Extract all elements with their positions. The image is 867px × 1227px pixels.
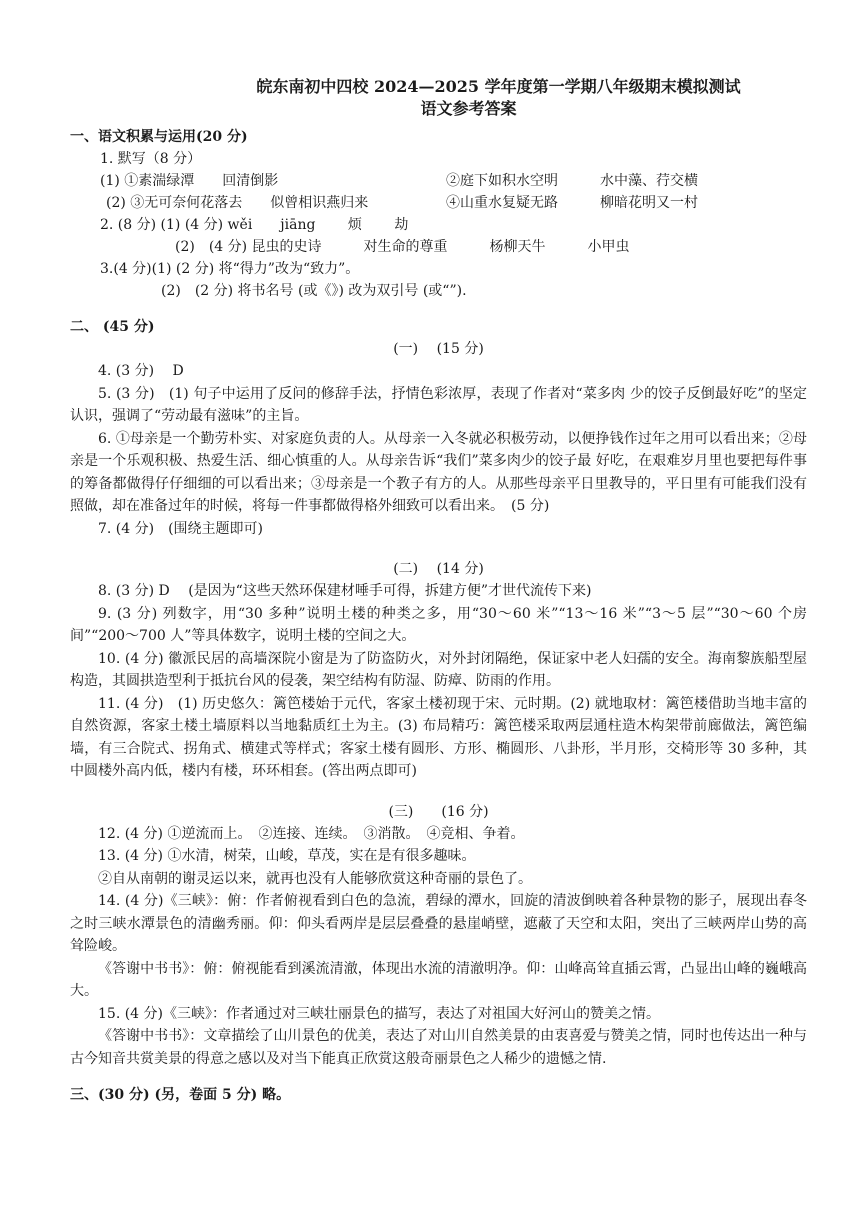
q4-answer: 4. (3 分) D xyxy=(98,363,184,379)
q7-answer: 7. (4 分) (围绕主题即可) xyxy=(98,520,264,537)
q14-answer-1: 14. (4 分)《三峡》：俯：作者俯视看到白色的急流，碧绿的潭水，回旋的清波倒映着各种景物的影子，展现出春冬之时三峡水潭景色的清幽秀丽。仰：仰头看两岸是层层叠叠的悬崖峭壁，遮蔽了天空和太阳，突出了三峡两岸山势的高耸险峻。 xyxy=(70,893,807,954)
q2-answer-2: (2) (4 分) 昆虫的史诗 对生命的尊重 杨柳天牛 小甲虫 xyxy=(175,239,630,255)
q1-answer-1: (1) ①素湍绿潭 回清倒影 xyxy=(100,173,279,189)
q9-answer: 9. (3 分) 列数字，用“30 多种”说明土楼的种类之多，用“30～60 米”“13～16 米”“3～5 层”“30～60 个房间”“200～700 人”等具体数字，说明土楼的空间之大。 xyxy=(70,605,807,644)
doc-title: 皖东南初中四校 2024—2025 学年度第一学期八年级期末模拟测试 xyxy=(256,77,741,96)
section-1-heading: 一、语文积累与运用(20 分) xyxy=(70,129,248,145)
doc-subtitle: 语文参考答案 xyxy=(420,99,517,118)
q1-label: 1. 默写（8 分） xyxy=(100,151,202,167)
q1-row-2 xyxy=(70,192,807,214)
q3-answer-2: (2) (2 分) 将书名号 (或《》) 改为双引号 (或“”). xyxy=(161,283,467,299)
q3-answer-1: 3.(4 分)(1) (2 分) 将“得力”改为“致力”。 xyxy=(100,261,360,277)
part-1-label: (一) (15 分) xyxy=(393,341,484,357)
q8-answer: 8. (3 分) D (是因为“这些天然环保建材唾手可得，拆建方便”才世代流传下来) xyxy=(98,583,592,599)
q15-answer-1: 15. (4 分)《三峡》：作者通过对三峡壮丽景色的描写，表达了对祖国大好河山的赞美之情。 xyxy=(98,1005,660,1022)
section-3-heading: 三、(30 分) (另，卷面 5 分) 略。 xyxy=(70,1087,291,1103)
q10-answer: 10. (4 分) 徽派民居的高墙深院小窗是为了防盗防火，对外封闭隔绝，保证家中老人妇孺的安全。海南黎族船型屋构造，其圆拱造型利于抵抗台风的侵袭，架空结构有防湿、防瘴、防雨的作用。 xyxy=(70,650,807,689)
q6-answer: 6. ①母亲是一个勤劳朴实、对家庭负责的人。从母亲一入冬就必积极劳动，以便挣钱作过年之用可以看出来；②母亲是一个乐观积极、热爱生活、细心慎重的人。从母亲告诉“我们”菜多肉少的饺子最 好吃，在艰难岁月里也要把每件事的筹备都做得仔仔细细的可以看出来；③母亲是一个教子有方的人。从那些母亲平日里教导的，平日里有可能我们没有照做，却在准备过年的时候，将每一件事都做得格外细致可以看出来。 (5 分) xyxy=(70,430,807,514)
q5-answer: 5. (3 分) (1) 句子中运用了反问的修辞手法，抒情色彩浓厚，表现了作者对“菜多肉 少的饺子反倒最好吃”的坚定认识，强调了“劳动最有滋味”的主旨。 xyxy=(70,385,807,424)
q1-answer-2: ②庭下如积水空明 水中藻、荇交横 xyxy=(446,173,698,189)
q14-answer-2: 《答谢中书书》：俯：俯视能看到溪流清澈，体现出水流的清澈明净。仰：山峰高耸直插云霄，凸显出山峰的巍峨高大。 xyxy=(70,960,807,999)
section-2-heading: 二、 (45 分) xyxy=(70,319,155,335)
part-2-label: (二) (14 分) xyxy=(393,561,484,577)
q1-answer-4: ④山重水复疑无路 柳暗花明又一村 xyxy=(446,195,698,211)
part-3-label: (三) (16 分) xyxy=(388,803,489,820)
q1-answer-3: (2) ③无可奈何花落去 似曾相识燕归来 xyxy=(106,195,369,211)
q13-answer-2: ②自从南朝的谢灵运以来，就再也没有人能够欣赏这种奇丽的景色了。 xyxy=(98,870,532,887)
q11-answer: 11. (4 分) (1) 历史悠久：篱笆楼始于元代，客家土楼初现于宋、元时期。(2) 就地取材：篱笆楼借助当地丰富的自然资源，客家土楼土墙原料以当地黏质红土为主。(3) 布局精巧：篱笆楼采取两层通柱造木构架带前廊做法，篱笆编墙，有三合院式、拐角式、横建式等样式；客家土楼有圆形、方形、椭圆形、八卦形，半月形，交椅形等 30 多种，其中圆楼外高内低，楼内有楼，环环相套。(答出两点即可) xyxy=(70,695,807,779)
q15-answer-2: 《答谢中书书》：文章描绘了山川景色的优美，表达了对山川自然美景的由衷喜爱与赞美之情，同时也传达出一种与古今知音共赏美景的得意之感以及对当下能真正欣赏这般奇丽景色之人稀少的遗憾之情. xyxy=(70,1028,807,1067)
q12-answer: 12. (4 分) ①逆流而上。 ②连接、连续。 ③消散。 ④竞相、争着。 xyxy=(98,825,525,842)
q1-row-1 xyxy=(70,170,807,192)
q2-answer-1: 2. (8 分) (1) (4 分) wěi jiāng 烦 劫 xyxy=(100,217,409,233)
q13-answer-1: 13. (4 分) ①水清，树荣，山峻，草茂，实在是有很多趣味。 xyxy=(98,848,476,864)
